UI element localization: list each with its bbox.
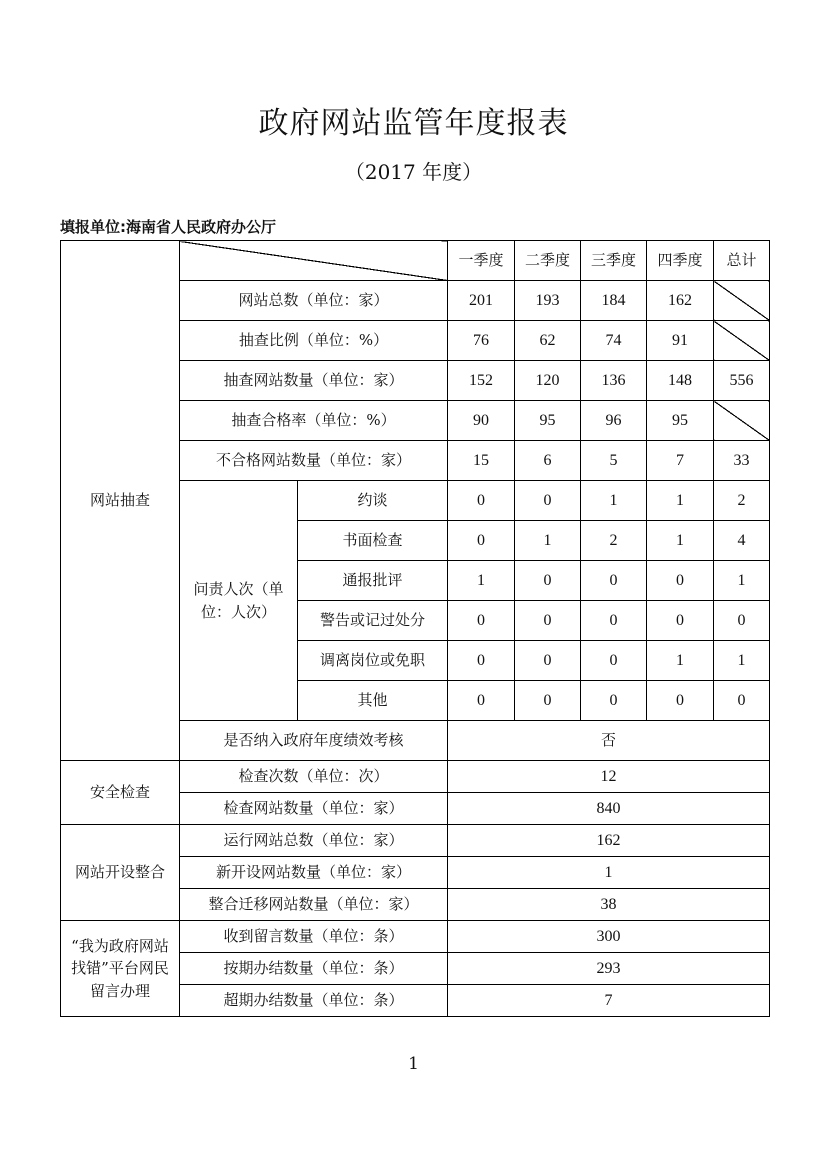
cell-q4: 0 bbox=[647, 681, 714, 721]
cell-q3: 136 bbox=[581, 361, 647, 401]
cell-q4: 0 bbox=[647, 561, 714, 601]
row-label: 抽查比例（单位：%） bbox=[180, 321, 448, 361]
row-value: 840 bbox=[448, 793, 770, 825]
cell-q1: 201 bbox=[448, 281, 515, 321]
row-label: 收到留言数量（单位：条） bbox=[180, 921, 448, 953]
cell-q1: 76 bbox=[448, 321, 515, 361]
cell-q4: 1 bbox=[647, 481, 714, 521]
cell-q1: 15 bbox=[448, 441, 515, 481]
cell-q4: 1 bbox=[647, 641, 714, 681]
header-q3: 三季度 bbox=[581, 241, 647, 281]
cell-q2: 0 bbox=[515, 681, 581, 721]
report-title: 政府网站监管年度报表 bbox=[258, 106, 569, 141]
row-label: 抽查网站数量（单位：家） bbox=[180, 361, 448, 401]
table-row bbox=[61, 825, 770, 857]
cell-q1: 0 bbox=[448, 601, 515, 641]
cell-q1: 0 bbox=[448, 681, 515, 721]
cell-q2: 0 bbox=[515, 481, 581, 521]
cell-total: 33 bbox=[714, 441, 770, 481]
row-label: 通报批评 bbox=[298, 561, 448, 601]
row-label: 整合迁移网站数量（单位：家） bbox=[180, 889, 448, 921]
row-label: 不合格网站数量（单位：家） bbox=[180, 441, 448, 481]
cell-q2: 193 bbox=[515, 281, 581, 321]
cell-q3: 5 bbox=[581, 441, 647, 481]
cell-total-empty bbox=[714, 401, 770, 441]
performance-label: 是否纳入政府年度绩效考核 bbox=[180, 721, 448, 761]
header-q4: 四季度 bbox=[647, 241, 714, 281]
cell-q1: 0 bbox=[448, 641, 515, 681]
cell-q2: 95 bbox=[515, 401, 581, 441]
cell-q4: 148 bbox=[647, 361, 714, 401]
cell-q1: 1 bbox=[448, 561, 515, 601]
cell-q4: 91 bbox=[647, 321, 714, 361]
header-diagonal-cell bbox=[180, 241, 448, 281]
row-label: 运行网站总数（单位：家） bbox=[180, 825, 448, 857]
row-value: 1 bbox=[448, 857, 770, 889]
cell-q2: 0 bbox=[515, 561, 581, 601]
cell-q2: 0 bbox=[515, 641, 581, 681]
row-label: 网站总数（单位：家） bbox=[180, 281, 448, 321]
cell-q2: 1 bbox=[515, 521, 581, 561]
cell-q3: 74 bbox=[581, 321, 647, 361]
row-label: 约谈 bbox=[298, 481, 448, 521]
cell-q3: 96 bbox=[581, 401, 647, 441]
cell-q3: 0 bbox=[581, 561, 647, 601]
row-value: 12 bbox=[448, 761, 770, 793]
performance-value: 否 bbox=[448, 721, 770, 761]
row-label: 新开设网站数量（单位：家） bbox=[180, 857, 448, 889]
cell-q2: 0 bbox=[515, 601, 581, 641]
cell-total: 556 bbox=[714, 361, 770, 401]
section-integration: 网站开设整合 bbox=[61, 825, 180, 921]
row-label: 其他 bbox=[298, 681, 448, 721]
cell-total: 2 bbox=[714, 481, 770, 521]
row-label: 调离岗位或免职 bbox=[298, 641, 448, 681]
table-row bbox=[61, 921, 770, 953]
cell-q4: 7 bbox=[647, 441, 714, 481]
cell-q2: 6 bbox=[515, 441, 581, 481]
cell-q2: 120 bbox=[515, 361, 581, 401]
header-q1: 一季度 bbox=[448, 241, 515, 281]
cell-q4: 95 bbox=[647, 401, 714, 441]
cell-total: 1 bbox=[714, 561, 770, 601]
reporting-unit: 填报单位:海南省人民政府办公厅 bbox=[60, 218, 277, 236]
cell-total-empty bbox=[714, 281, 770, 321]
cell-q3: 0 bbox=[581, 681, 647, 721]
section-spot-check: 网站抽查 bbox=[61, 241, 180, 761]
row-value: 162 bbox=[448, 825, 770, 857]
row-label: 超期办结数量（单位：条） bbox=[180, 985, 448, 1017]
cell-total: 4 bbox=[714, 521, 770, 561]
cell-total-empty bbox=[714, 321, 770, 361]
header-total: 总计 bbox=[714, 241, 770, 281]
cell-q1: 152 bbox=[448, 361, 515, 401]
cell-q3: 2 bbox=[581, 521, 647, 561]
cell-q3: 1 bbox=[581, 481, 647, 521]
row-label: 检查次数（单位：次） bbox=[180, 761, 448, 793]
cell-q3: 0 bbox=[581, 601, 647, 641]
cell-q4: 0 bbox=[647, 601, 714, 641]
section-feedback: “我为政府网站找错”平台网民留言办理 bbox=[61, 921, 180, 1017]
cell-total: 1 bbox=[714, 641, 770, 681]
section-security: 安全检查 bbox=[61, 761, 180, 825]
header-q2: 二季度 bbox=[515, 241, 581, 281]
row-label: 书面检查 bbox=[298, 521, 448, 561]
cell-q1: 90 bbox=[448, 401, 515, 441]
report-table bbox=[60, 240, 770, 1017]
cell-q4: 1 bbox=[647, 521, 714, 561]
cell-q4: 162 bbox=[647, 281, 714, 321]
cell-q1: 0 bbox=[448, 481, 515, 521]
row-value: 38 bbox=[448, 889, 770, 921]
cell-q1: 0 bbox=[448, 521, 515, 561]
cell-total: 0 bbox=[714, 601, 770, 641]
row-label: 按期办结数量（单位：条） bbox=[180, 953, 448, 985]
page-number: 1 bbox=[408, 1054, 419, 1074]
cell-total: 0 bbox=[714, 681, 770, 721]
row-label: 检查网站数量（单位：家） bbox=[180, 793, 448, 825]
row-label: 抽查合格率（单位：%） bbox=[180, 401, 448, 441]
row-value: 300 bbox=[448, 921, 770, 953]
cell-q3: 0 bbox=[581, 641, 647, 681]
report-year: （2017 年度） bbox=[344, 160, 483, 184]
accountability-label: 问责人次（单位：人次） bbox=[180, 481, 298, 721]
table-row bbox=[61, 761, 770, 793]
cell-q2: 62 bbox=[515, 321, 581, 361]
row-value: 293 bbox=[448, 953, 770, 985]
cell-q3: 184 bbox=[581, 281, 647, 321]
header-row bbox=[61, 241, 770, 281]
row-label: 警告或记过处分 bbox=[298, 601, 448, 641]
row-value: 7 bbox=[448, 985, 770, 1017]
